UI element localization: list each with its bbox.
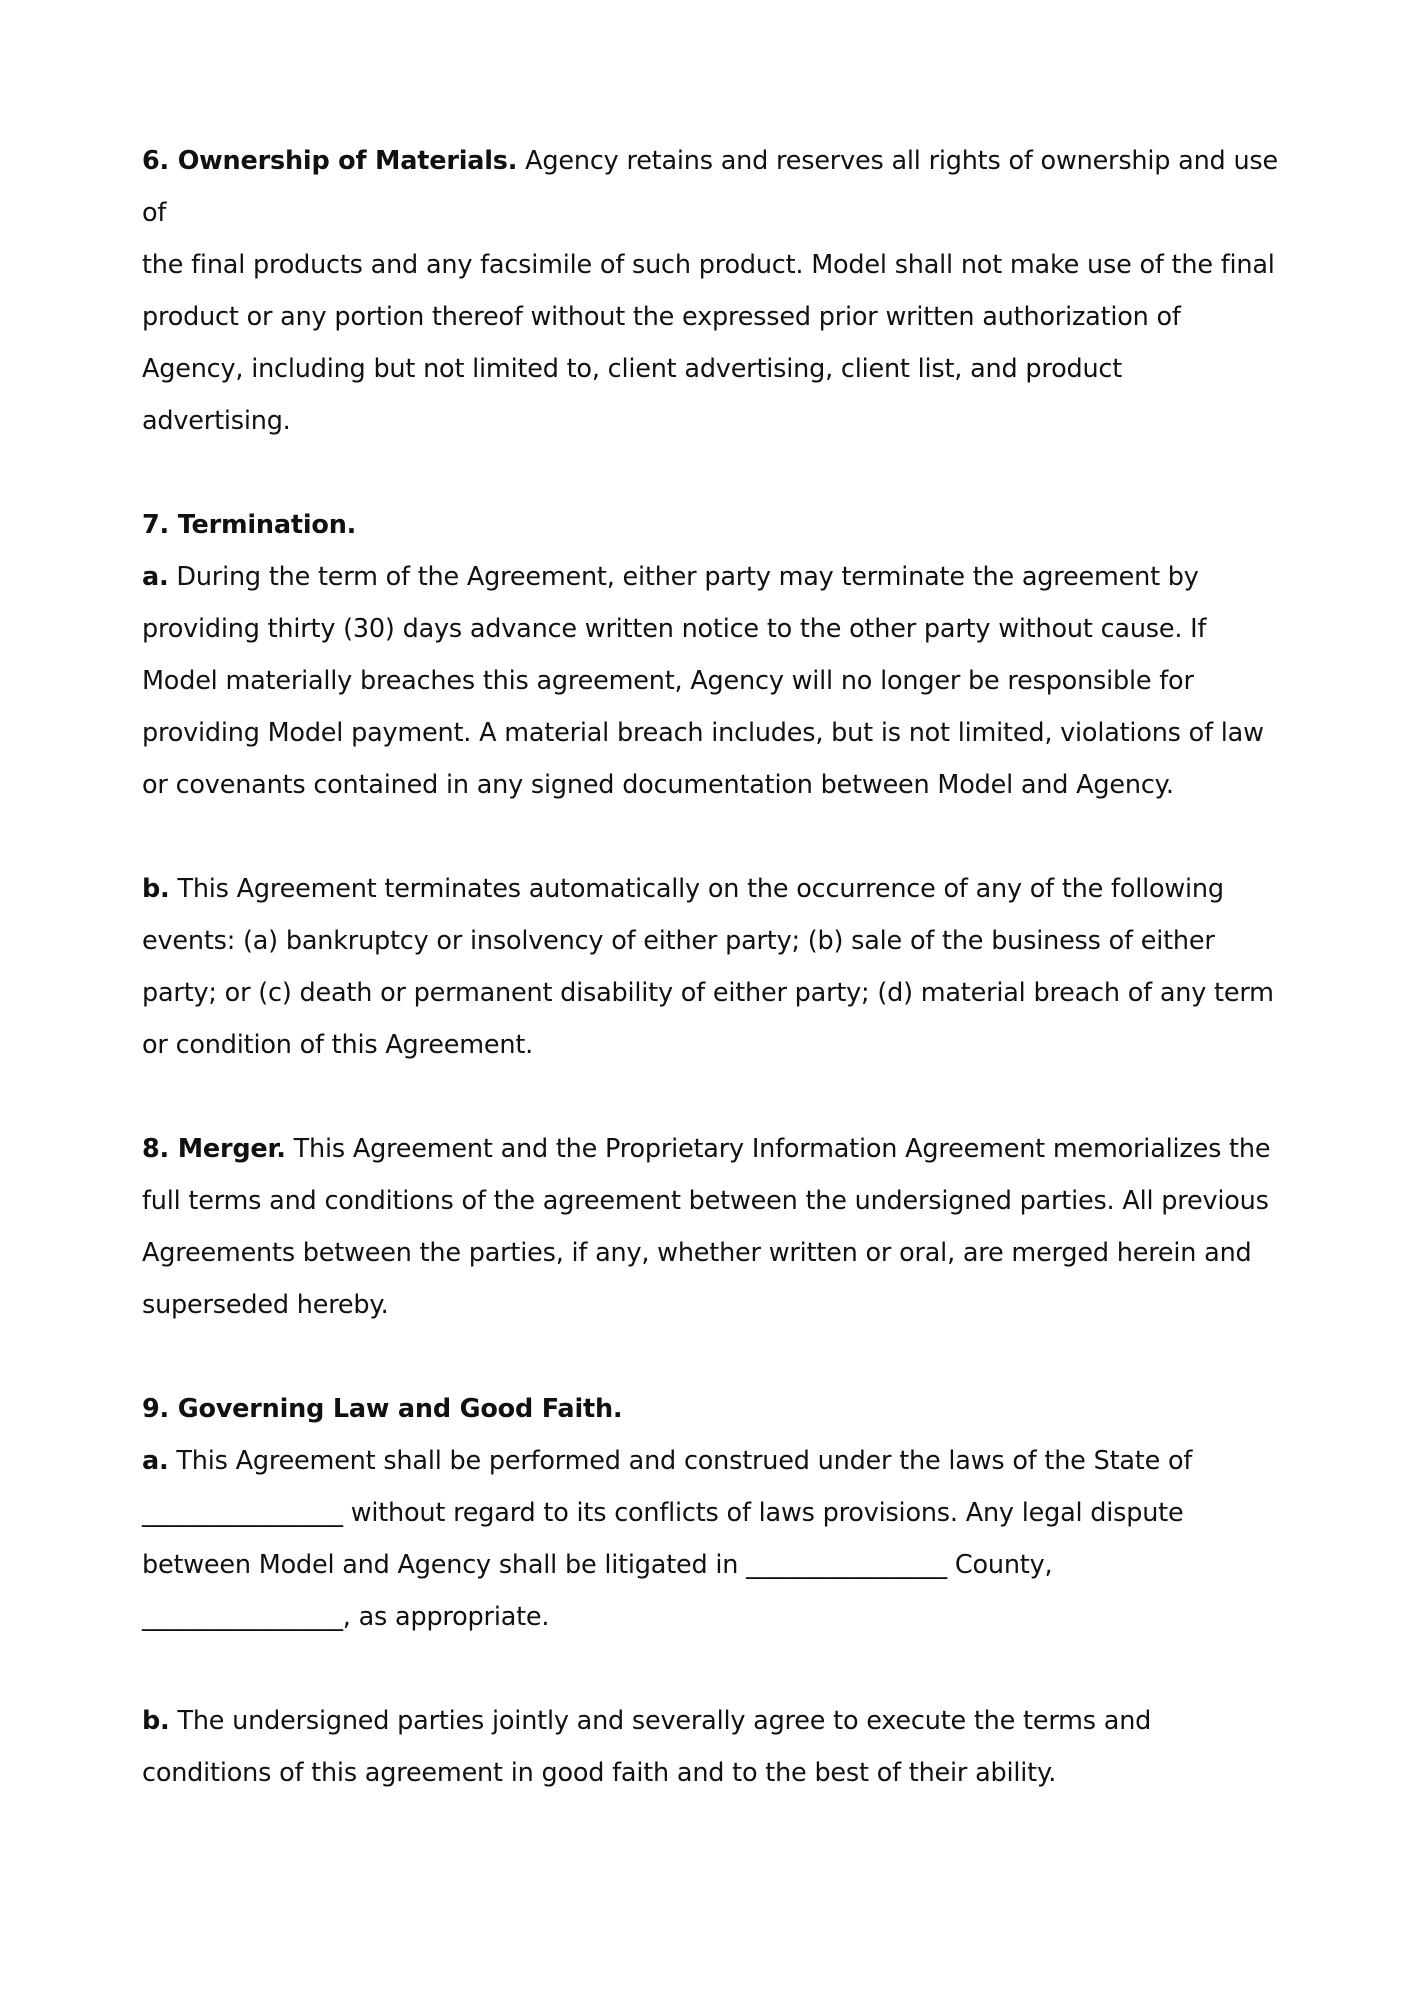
- section-9b: [142, 1695, 1302, 1799]
- section-8-line-2: full terms and conditions of the agreement between the undersigned parties. All previous: [142, 1186, 1269, 1216]
- section-9a-text: This Agreement shall be performed and construed under the laws of the State of: [168, 1446, 1193, 1476]
- section-7b-line-2: events: (a) bankruptcy or insolvency of either party; (b) sale of the business of either: [142, 926, 1215, 956]
- section-7b-text: This Agreement terminates automatically on the occurrence of any of the following: [169, 874, 1224, 904]
- section-8-merger: [142, 1123, 1302, 1331]
- section-8-text: This Agreement and the Proprietary Information Agreement memorializes the: [285, 1134, 1271, 1164]
- section-7a-label: a.: [142, 562, 169, 592]
- section-7b-label: b.: [142, 874, 170, 904]
- section-6-ownership: [142, 135, 1302, 447]
- section-8-line-1: [142, 1123, 1302, 1175]
- section-7a-line-3: Model materially breaches this agreement, Agency will no longer be responsible for: [142, 666, 1194, 696]
- section-7b: [142, 863, 1302, 1071]
- section-7b-line-3: party; or (c) death or permanent disability of either party; (d) material breach of any term: [142, 978, 1274, 1008]
- section-9-governing-law: [142, 1383, 1302, 1643]
- section-7a-line-1: [142, 551, 1302, 603]
- section-8-heading: 8. Merger.: [142, 1134, 286, 1164]
- section-6-line-1: [142, 135, 1302, 239]
- section-6-heading: 6. Ownership of Materials.: [142, 146, 518, 176]
- spacer: [142, 1331, 1302, 1383]
- section-9b-text: The undersigned parties jointly and severally agree to execute the terms and: [169, 1706, 1152, 1736]
- section-8-line-3: Agreements between the parties, if any, whether written or oral, are merged herein and: [142, 1238, 1252, 1268]
- section-9b-line-2: conditions of this agreement in good faith and to the best of their ability.: [142, 1758, 1057, 1788]
- section-7a-line-2: providing thirty (30) days advance written notice to the other party without cause. If: [142, 614, 1207, 644]
- section-7b-line-4: or condition of this Agreement.: [142, 1030, 534, 1060]
- section-8-line-4: superseded hereby.: [142, 1290, 389, 1320]
- section-9a-label: a.: [142, 1446, 169, 1476]
- section-7-heading: 7. Termination.: [142, 510, 357, 540]
- section-7a-line-5: or covenants contained in any signed documentation between Model and Agency.: [142, 770, 1174, 800]
- document-page: [142, 135, 1302, 1799]
- section-9b-line-1: [142, 1695, 1302, 1747]
- section-9a-line-3: between Model and Agency shall be litigated in ________________ County,: [142, 1550, 1053, 1580]
- section-7b-line-1: [142, 863, 1302, 915]
- section-9b-label: b.: [142, 1706, 170, 1736]
- section-6-line-4: Agency, including but not limited to, client advertising, client list, and product: [142, 354, 1123, 384]
- section-9a-line-2: ________________ without regard to its conflicts of laws provisions. Any legal dispute: [142, 1498, 1184, 1528]
- spacer: [142, 1643, 1302, 1695]
- section-6-line-2: the final products and any facsimile of such product. Model shall not make use of the final: [142, 250, 1275, 280]
- spacer: [142, 811, 1302, 863]
- section-7-termination: [142, 499, 1302, 811]
- section-6-text: Agency retains and reserves all rights of ownership and use of: [142, 146, 1278, 228]
- section-6-line-5: advertising.: [142, 406, 291, 436]
- section-7a-line-4: providing Model payment. A material breach includes, but is not limited, violations of law: [142, 718, 1264, 748]
- spacer: [142, 1071, 1302, 1123]
- spacer: [142, 447, 1302, 499]
- section-9a-line-4: ________________, as appropriate.: [142, 1602, 550, 1632]
- section-7a-text: During the term of the Agreement, either party may terminate the agreement by: [168, 562, 1199, 592]
- section-9-heading: 9. Governing Law and Good Faith.: [142, 1394, 623, 1424]
- section-6-line-3: product or any portion thereof without the expressed prior written authorization of: [142, 302, 1181, 332]
- section-9a-line-1: [142, 1435, 1302, 1487]
